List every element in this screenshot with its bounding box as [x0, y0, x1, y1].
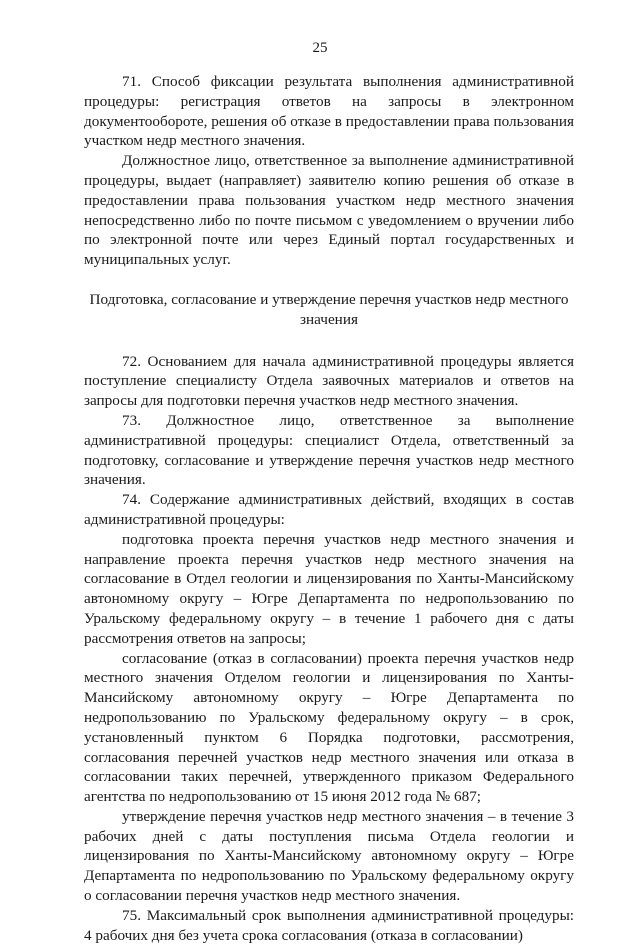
page-number: 25: [312, 40, 328, 56]
paragraph-75: 75. Максимальный срок выполнения административной процедуры: 4 рабочих дня без учета срока согласования (отказа в согласовании): [84, 906, 574, 944]
paragraph-71: 71. Способ фиксации результата выполнения административной процедуры: регистрация ответов на запросы в электронном документообороте, решения об отказе в предоставлении права пользования участком недр местного значения.: [84, 73, 574, 150]
paragraph-72: 72. Основанием для начала административной процедуры является поступление специалисту Отдела заявочных материалов и ответов на запросы для подготовки перечня участков недр местного значения.: [84, 352, 574, 410]
paragraph-73: 73. Должностное лицо, ответственное за выполнение административной процедуры: специалист Отдела, ответственный за подготовку, согласование и утверждение перечня участков недр местного значения.: [84, 411, 574, 489]
paragraph-71-responsible: Должностное лицо, ответственное за выполнение административной процедуры, выдает (направляет) заявителю копию решения об отказе в предоставлении права пользования участком недр местного значения непосредственно либо по почте письмом с уведомлением о вручении либо по электронной почте или через Единый портал государственных и муниципальных услуг.: [84, 152, 574, 269]
paragraph-74-item-approval: согласование (отказ в согласовании) проекта перечня участков недр местного значения Отделом геологии и лицензирования по Ханты-Мансийскому автономному округу – Югре Департамента по недропользованию по Уральскому федеральному округу – в срок, установленный пунктом 6 Порядка подготовки, рассмотрения, согласования перечней участков недр местного значения или отказа в согласовании таких перечней, утвержденного приказом Федерального агентства по недропользованию от 15 июня 2012 года № 687;: [84, 649, 574, 806]
section-heading: Подготовка, согласование и утверждение перечня участков недр местного значения: [89, 290, 569, 328]
paragraph-74-item-confirmation: утверждение перечня участков недр местного значения – в течение 3 рабочих дней с даты поступления письма Отдела геологии и лицензирования по Ханты-Мансийскому автономному округу – Югре Департамента по недропользованию по Уральскому федеральному округу о согласовании перечня участков недр местного значения.: [84, 807, 574, 905]
paragraph-74-item-preparation: подготовка проекта перечня участков недр местного значения и направление проекта перечня участков недр местного значения на согласование в Отдел геологии и лицензирования по Ханты-Мансийскому автономному округу – Югре Департамента по недропользованию по Уральскому федеральному округу – в течение 1 рабочего дня с даты рассмотрения ответов на запросы;: [84, 530, 574, 647]
document-body: [84, 72, 574, 945]
paragraph-74: 74. Содержание административных действий, входящих в состав административной процедуры:: [84, 491, 574, 528]
